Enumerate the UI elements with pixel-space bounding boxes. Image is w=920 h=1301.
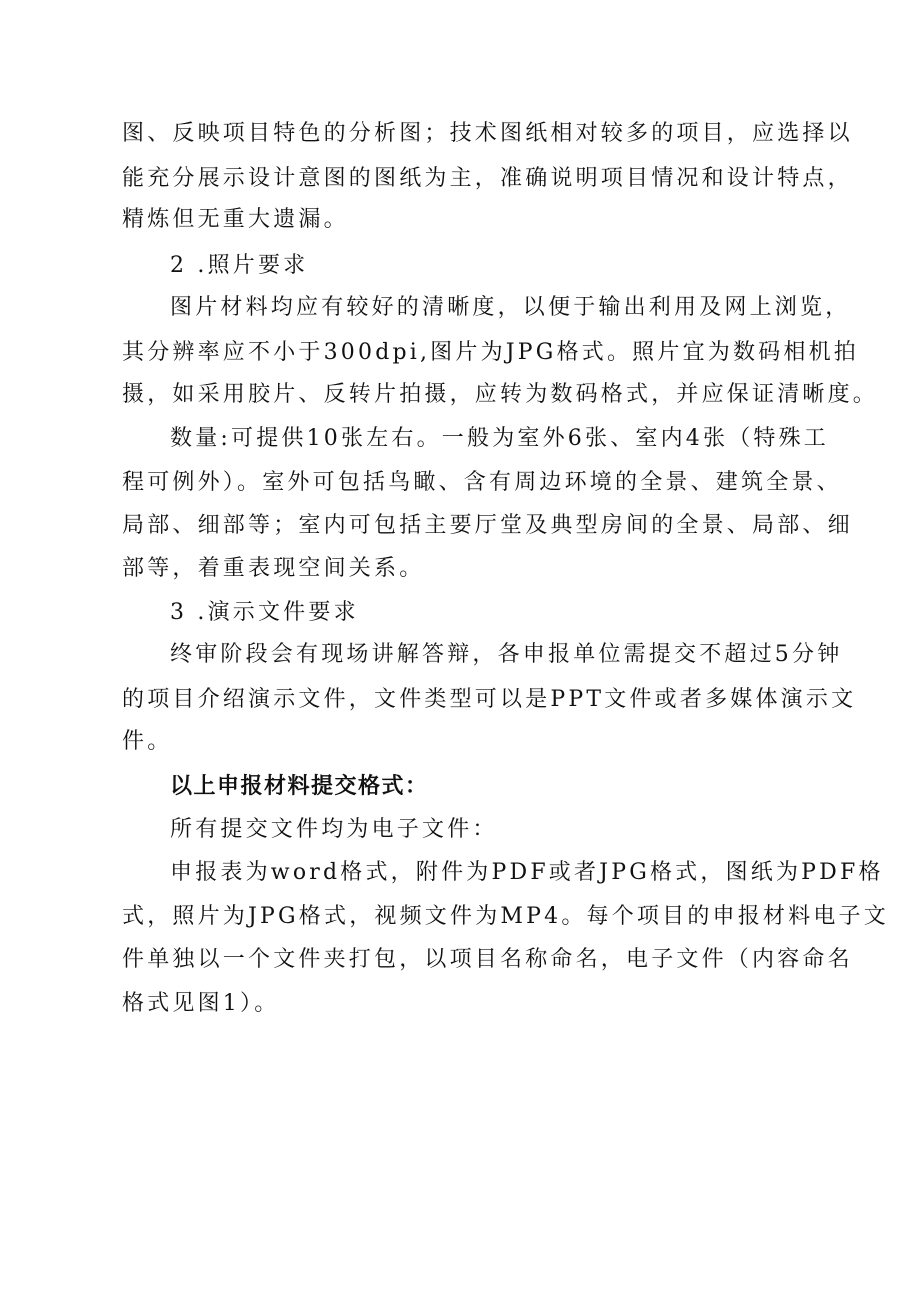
paragraph-line: 程可例外）。室外可包括鸟瞰、含有周边环境的全景、建筑全景、 [122,470,842,495]
paragraph-line: 所有提交文件均为电子文件： [170,817,498,842]
paragraph-line: 格式见图1）。 [122,991,280,1016]
paragraph-line: 部等，着重表现空间关系。 [122,556,425,581]
paragraph-line: 数量:可提供10张左右。一般为室外6张、室内4张（特殊工 [170,426,830,451]
paragraph-line: 件单独以一个文件夹打包，以项目名称命名，电子文件（内容命名 [122,947,853,972]
paragraph-line: 能充分展示设计意图的图纸为主，准确说明项目情况和设计特点， [122,166,853,191]
paragraph-line: 件。 [122,729,173,754]
paragraph-line: 申报表为word格式，附件为PDF或者JPG格式，图纸为PDF格 [170,860,884,885]
paragraph-line: 终审阶段会有现场讲解答辩，各申报单位需提交不超过5分钟 [170,642,843,667]
paragraph-line: 其分辨率应不小于300dpi,图片为JPG格式。照片宜为数码相机拍 [122,340,859,365]
section-heading-photos: 2 .照片要求 [170,253,309,278]
section-heading-format: 以上申报材料提交格式： [170,774,429,799]
section-heading-presentation: 3 .演示文件要求 [170,600,359,625]
paragraph-line: 精炼但无重大遗漏。 [122,207,349,232]
paragraph-line: 图、反映项目特色的分析图；技术图纸相对较多的项目，应选择以 [122,121,853,146]
paragraph-line: 图片材料均应有较好的清晰度，以便于输出利用及网上浏览， [170,295,851,320]
paragraph-line: 局部、细部等；室内可包括主要厅堂及典型房间的全景、局部、细 [122,513,853,538]
paragraph-line: 的项目介绍演示文件，文件类型可以是PPT文件或者多媒体演示文 [122,687,857,712]
paragraph-line: 式，照片为JPG格式，视频文件为MP4。每个项目的申报材料电子文 [122,904,889,929]
paragraph-line: 摄，如采用胶片、反转片拍摄，应转为数码格式，并应保证清晰度。 [122,382,879,407]
